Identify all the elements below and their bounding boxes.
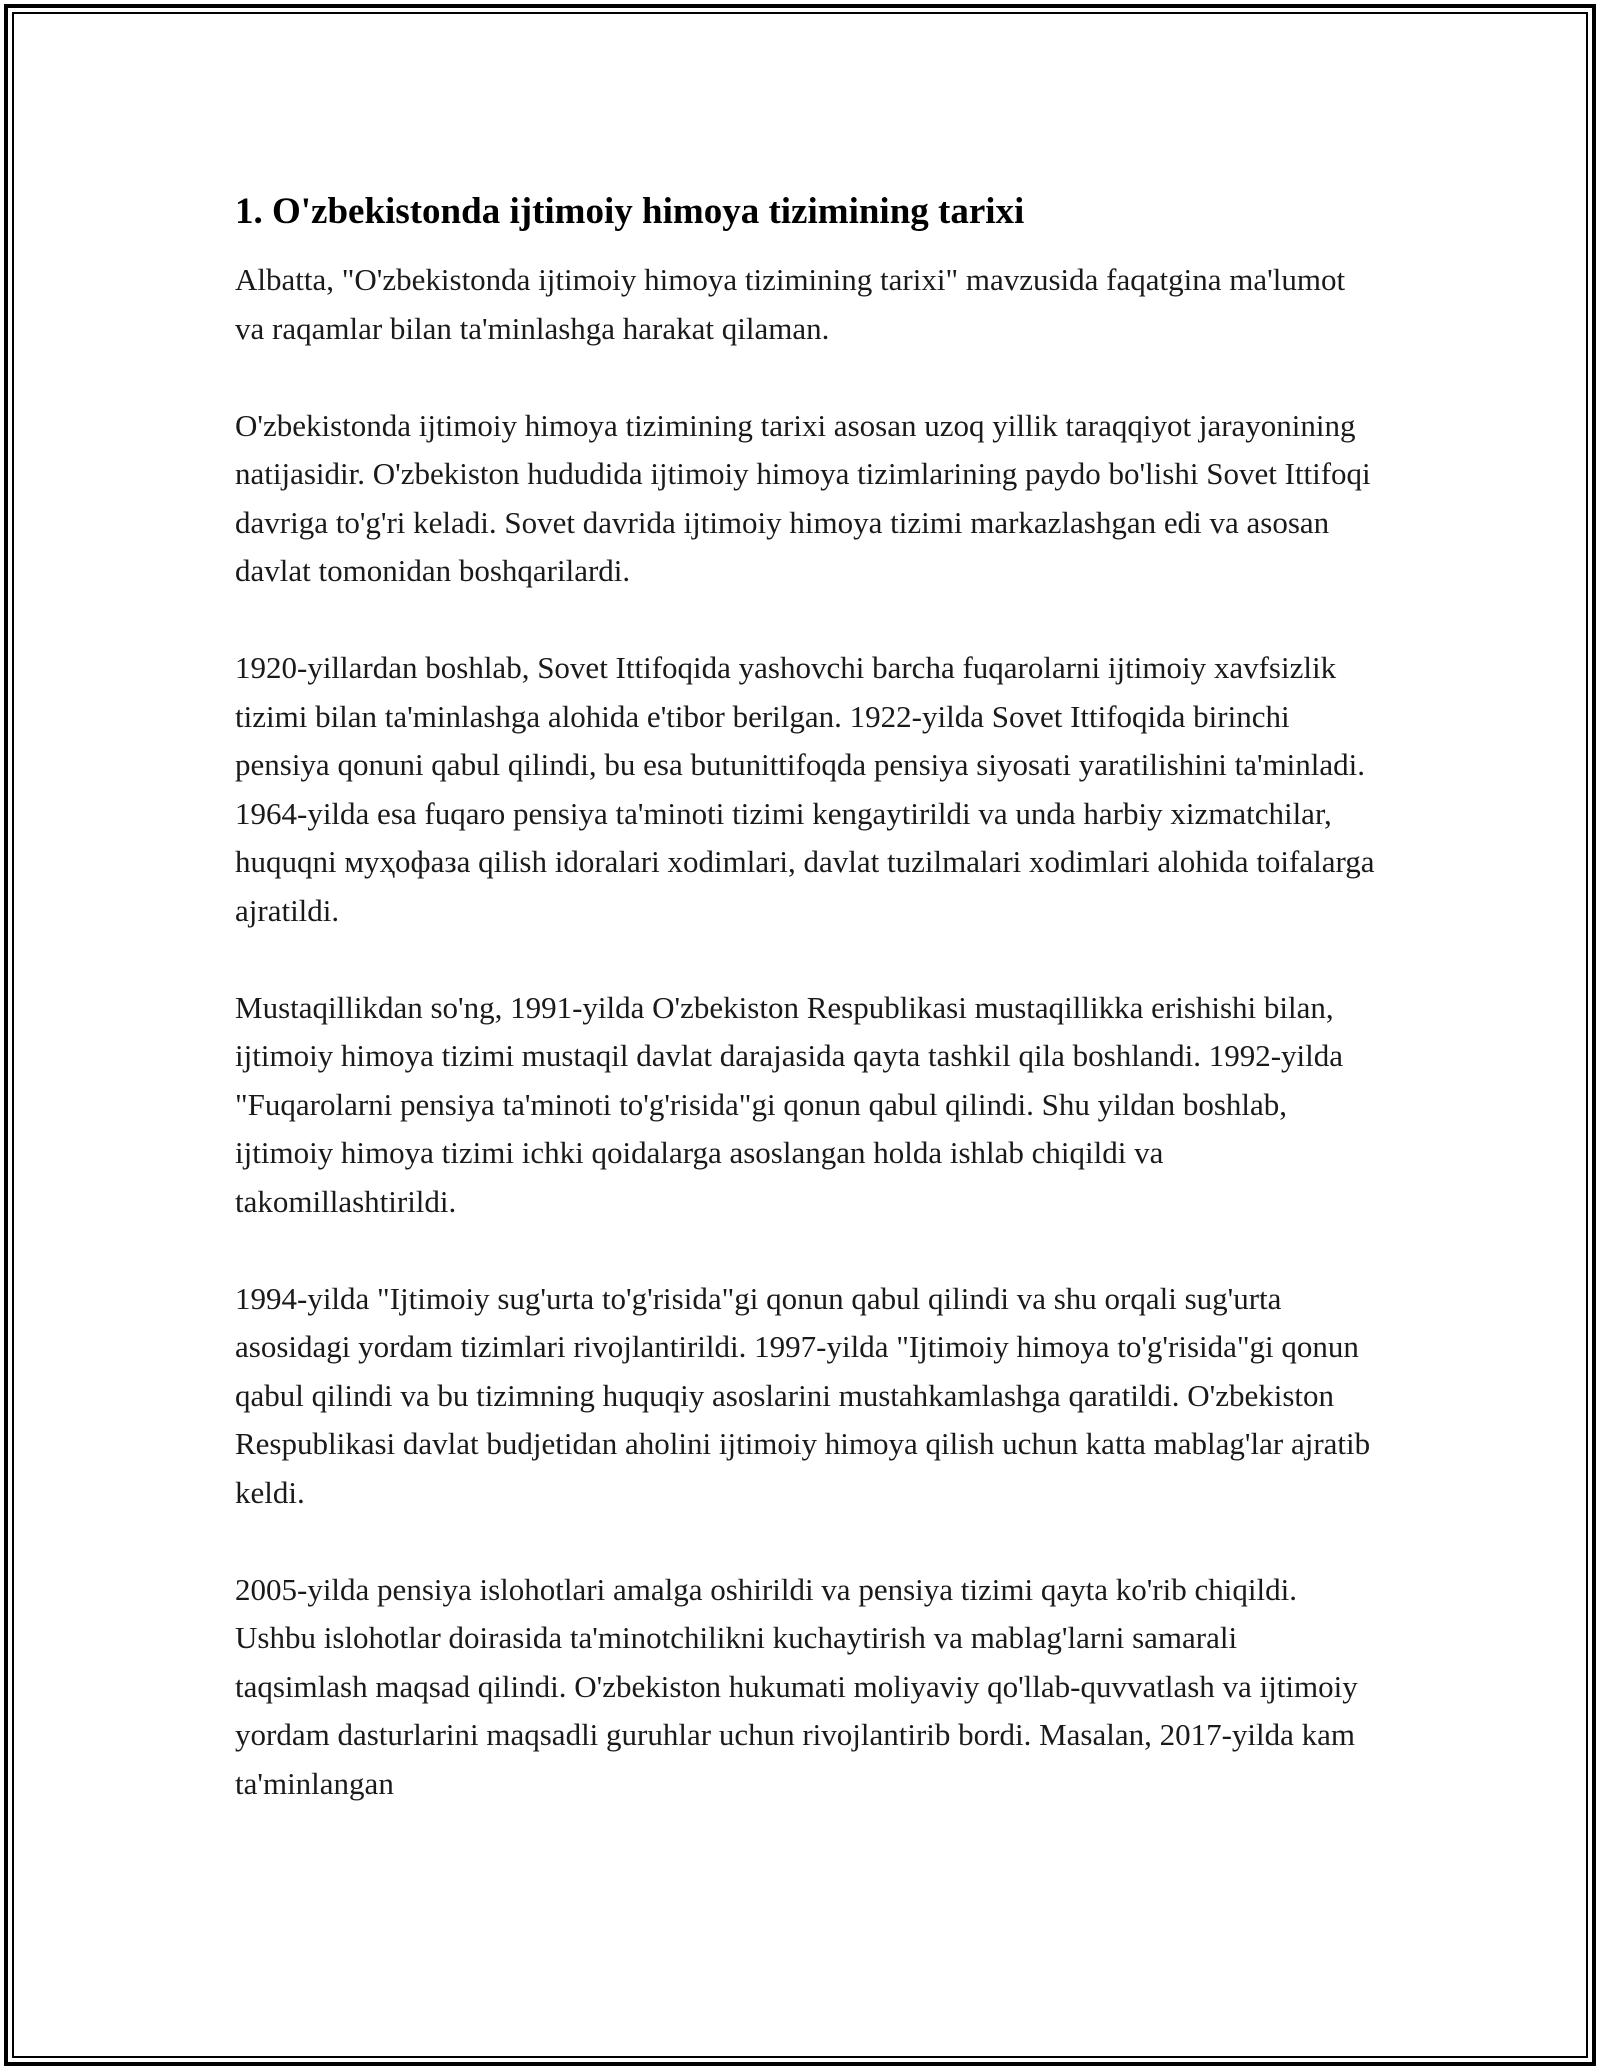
paragraph-2005-reforms: 2005-yilda pensiya islohotlari amalga oshirildi va pensiya tizimi qayta ko'rib chiqildi. Ushbu islohotlar doirasida ta'minotchilikni kuchaytirish va mablag'larni samarali taqsimlash maqsad qilindi. O'zbekiston hukumati moliyaviy qo'llab-quvvatlash va ijtimoiy yordam dasturlarini maqsadli guruhlar uchun rivojlantirib bordi. Masalan, 2017-yilda kam ta'minlangan [235,1571,1358,1801]
paragraph-soviet-origins: O'zbekistonda ijtimoiy himoya tizimining tarixi asosan uzoq yillik taraqqiyot jarayonining natijasidir. O'zbekiston hududida ijtimoiy himoya tizimlarining paydo bo'lishi Sovet Ittifoqi davriga to'g'ri keladi. Sovet davrida ijtimoiy himoya tizimi markazlashgan edi va asosan davlat tomonidan boshqarilardi. [235,407,1371,589]
paragraph-1920s-pensions: 1920-yillardan boshlab, Sovet Ittifoqida yashovchi barcha fuqarolarni ijtimoiy xavfsizlik tizimi bilan ta'minlashga alohida e'tibor berilgan. 1922-yilda Sovet Ittifoqida birinchi pensiya qonuni qabul qilindi, bu esa butunittifoqda pensiya siyosati yaratilishini ta'minladi. 1964-yilda esa fuqaro pensiya ta'minoti tizimi kengaytirildi va unda harbiy xizmatchilar, huquqni муҳофаза qilish idoralari xodimlari, davlat tuzilmalari xodimlari alohida toifalarga ajratildi. [235,650,1375,928]
paragraph-independence: Mustaqillikdan so'ng, 1991-yilda O'zbekiston Respublikasi mustaqillikka erishishi bilan, ijtimoiy himoya tizimi mustaqil davlat darajasida qayta tashkil qila boshlandi. 1992-yilda "Fuqarolarni pensiya ta'minoti to'g'risida"gi qonun qabul qilindi. Shu yildan boshlab, ijtimoiy himoya tizimi ichki qoidalarga asoslangan holda ishlab chiqildi va takomillashtirildi. [235,989,1344,1219]
paragraph-intro: Albatta, "O'zbekistonda ijtimoiy himoya tizimining tarixi" mavzusida faqatgina ma'lumot va raqamlar bilan ta'minlashga harakat qilaman. [235,262,1346,346]
document-body [235,190,1375,1857]
paragraph-1990s-laws: 1994-yilda "Ijtimoiy sug'urta to'g'risida"gi qonun qabul qilindi va shu orqali sug'urta asosidagi yordam tizimlari rivojlantirildi. 1997-yilda "Ijtimoiy himoya to'g'risida"gi qonun qabul qilindi va bu tizimning huquqiy asoslarini mustahkamlashga qaratildi. O'zbekiston Respublikasi davlat budjetidan aholini ijtimoiy himoya qilish uchun katta mablag'lar ajratib keldi. [235,1280,1371,1510]
section-heading: 1. O'zbekistonda ijtimoiy himoya tizimining tarixi [235,191,1025,232]
